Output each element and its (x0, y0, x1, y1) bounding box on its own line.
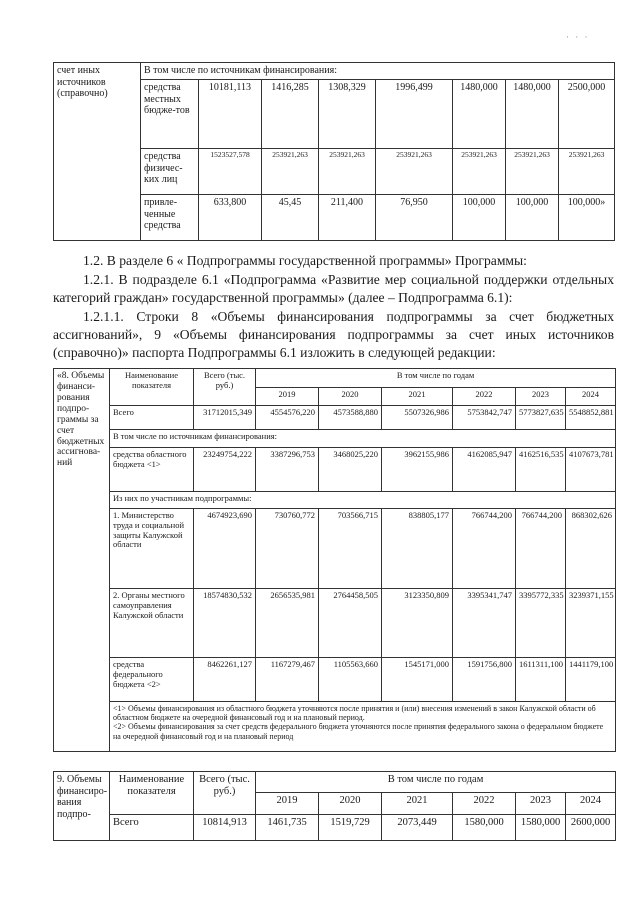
cell-value: 1105563,660 (319, 658, 382, 702)
cell-value: 211,400 (319, 195, 376, 241)
row-name: привле-ченные средства (141, 195, 199, 241)
table-budget-financing (53, 368, 616, 752)
row-name: средства физичес-ких лиц (141, 149, 199, 195)
col-total-header: Всего (тыс. руб.) (194, 369, 256, 406)
footnote-1: <1> Объемы финансирования из областного бюджета уточняются после принятия и (или) внесения изменений в закон Калужской области об областном бюджете на очередной финансовый год и на плановый период. (113, 704, 596, 723)
cell-value: 1519,729 (319, 815, 382, 841)
paragraph-1-2: 1.2. В разделе 6 « Подпрограммы государственной программы» Программы: (83, 253, 527, 268)
table3-label: 9. Объемы финансиро-вания подпро- (54, 772, 110, 841)
row-name: средства местных бюдже-тов (141, 80, 199, 149)
cell-value: 3123350,809 (382, 589, 453, 658)
cell-total: 633,800 (199, 195, 262, 241)
cell-value: 868302,626 (566, 509, 616, 589)
cell-value: 1441179,100 (566, 658, 616, 702)
year-header: 2019 (256, 388, 319, 406)
table2-label: «8. Объемы финанси-рования подпро-граммы за счет бюджетных ассигнова-ний (54, 369, 110, 752)
cell-value: 730760,772 (256, 509, 319, 589)
year-header: 2020 (319, 388, 382, 406)
cell-value: 5507326,986 (382, 406, 453, 430)
cell-value: 1591756,800 (453, 658, 516, 702)
cell-value: 5773827,635 (516, 406, 566, 430)
cell-value: 1545171,000 (382, 658, 453, 702)
cell-value: 3387296,753 (256, 448, 319, 492)
cell-value: 253921,263 (319, 149, 376, 195)
year-header: 2019 (256, 793, 319, 815)
cell-value: 1416,285 (262, 80, 319, 149)
cell-value: 3395341,747 (453, 589, 516, 658)
row-name: средства областного бюджета <1> (110, 448, 194, 492)
cell-value: 766744,200 (516, 509, 566, 589)
cell-value: 5548852,881 (566, 406, 616, 430)
paragraph-1-2-1: 1.2.1. В подразделе 6.1 «Подпрограмма «Развитие мер социальной поддержки отдельных категорий граждан» государственной программы» (далее – Подпрограмма 6.1): (53, 272, 614, 305)
cell-value: 4554576,220 (256, 406, 319, 430)
cell-value: 1480,000 (506, 80, 559, 149)
table-row (54, 509, 616, 589)
cell-value: 2073,449 (382, 815, 453, 841)
cell-value: 76,950 (376, 195, 453, 241)
year-header: 2022 (453, 388, 516, 406)
cell-value: 253921,263 (559, 149, 615, 195)
row-name: Всего (110, 815, 194, 841)
cell-value: 5753842,747 (453, 406, 516, 430)
cell-value: 100,000 (453, 195, 506, 241)
cell-total: 1523527,578 (199, 149, 262, 195)
table-row (54, 815, 616, 841)
table1-label: счет иных источников (справочно) (54, 63, 141, 241)
table1-header: В том числе по источникам финансирования: (141, 63, 615, 80)
cell-value: 766744,200 (453, 509, 516, 589)
cell-value: 253921,263 (506, 149, 559, 195)
cell-value: 45,45 (262, 195, 319, 241)
cell-value: 4573588,880 (319, 406, 382, 430)
cell-value: 3468025,220 (319, 448, 382, 492)
col-name-header: Наименование показателя (110, 772, 194, 815)
cell-total: 10814,913 (194, 815, 256, 841)
table-row (54, 406, 616, 430)
table-row (54, 448, 616, 492)
cell-value: 1461,735 (256, 815, 319, 841)
year-header: 2021 (382, 388, 453, 406)
year-header: 2023 (516, 388, 566, 406)
corner-mark: · · · (566, 32, 590, 42)
cell-value: 1480,000 (453, 80, 506, 149)
row-name: 1. Министерство труда и социальной защиты Калужской области (110, 509, 194, 589)
cell-value: 3395772,335 (516, 589, 566, 658)
cell-total: 31712015,349 (194, 406, 256, 430)
cell-value: 1996,499 (376, 80, 453, 149)
table-row (54, 658, 616, 702)
cell-value: 253921,263 (262, 149, 319, 195)
cell-value: 100,000 (506, 195, 559, 241)
year-header: 2020 (319, 793, 382, 815)
cell-value: 1611311,100 (516, 658, 566, 702)
year-header: 2024 (566, 793, 616, 815)
cell-value: 253921,263 (453, 149, 506, 195)
cell-value: 1167279,467 (256, 658, 319, 702)
cell-total: 10181,113 (199, 80, 262, 149)
cell-value: 253921,263 (376, 149, 453, 195)
paragraph-1-2-1-1: 1.2.1.1. Строки 8 «Объемы финансирования подпрограммы за счет бюджетных ассигнований», 9 «Объемы финансирования подпрограммы за счет иных источников (справочно)» паспорта Подпрограммы 6.1 изложить в следующей редакции: (53, 309, 614, 360)
cell-value: 2656535,981 (256, 589, 319, 658)
table-other-sources-financing (53, 771, 616, 841)
year-header: 2024 (566, 388, 616, 406)
cell-value: 100,000» (559, 195, 615, 241)
footnote-2: <2> Объемы финансирования за счет средств федерального бюджета уточняются после принятия федерального закона о федеральном бюджете на очередной финансовый год и на плановый период (113, 722, 604, 741)
table-other-sources-continuation (53, 62, 615, 241)
cell-total: 4674923,690 (194, 509, 256, 589)
year-header: 2022 (453, 793, 516, 815)
col-years-header: В том числе по годам (256, 369, 616, 388)
cell-value: 1580,000 (453, 815, 516, 841)
cell-value: 1308,329 (319, 80, 376, 149)
cell-value: 2600,000 (566, 815, 616, 841)
cell-value: 838805,177 (382, 509, 453, 589)
cell-value: 2764458,505 (319, 589, 382, 658)
cell-value: 4162085,947 (453, 448, 516, 492)
cell-total: 8462261,127 (194, 658, 256, 702)
row-name: Всего (110, 406, 194, 430)
cell-value: 2500,000 (559, 80, 615, 149)
cell-total: 23249754,222 (194, 448, 256, 492)
year-header: 2023 (516, 793, 566, 815)
cell-value: 4162516,535 (516, 448, 566, 492)
footnotes (110, 702, 616, 752)
sources-header: В том числе по источникам финансирования: (110, 430, 616, 448)
row-name: средства федерального бюджета <2> (110, 658, 194, 702)
participants-header: Из них по участникам подпрограммы: (110, 492, 616, 509)
col-total-header: Всего (тыс. руб.) (194, 772, 256, 815)
cell-value: 4107673,781 (566, 448, 616, 492)
cell-value: 1580,000 (516, 815, 566, 841)
table-row (54, 589, 616, 658)
cell-total: 18574830,532 (194, 589, 256, 658)
col-years-header: В том числе по годам (256, 772, 616, 793)
cell-value: 3962155,986 (382, 448, 453, 492)
cell-value: 3239371,155 (566, 589, 616, 658)
col-name-header: Наименование показателя (110, 369, 194, 406)
row-name: 2. Органы местного самоуправления Калужской области (110, 589, 194, 658)
cell-value: 703566,715 (319, 509, 382, 589)
year-header: 2021 (382, 793, 453, 815)
